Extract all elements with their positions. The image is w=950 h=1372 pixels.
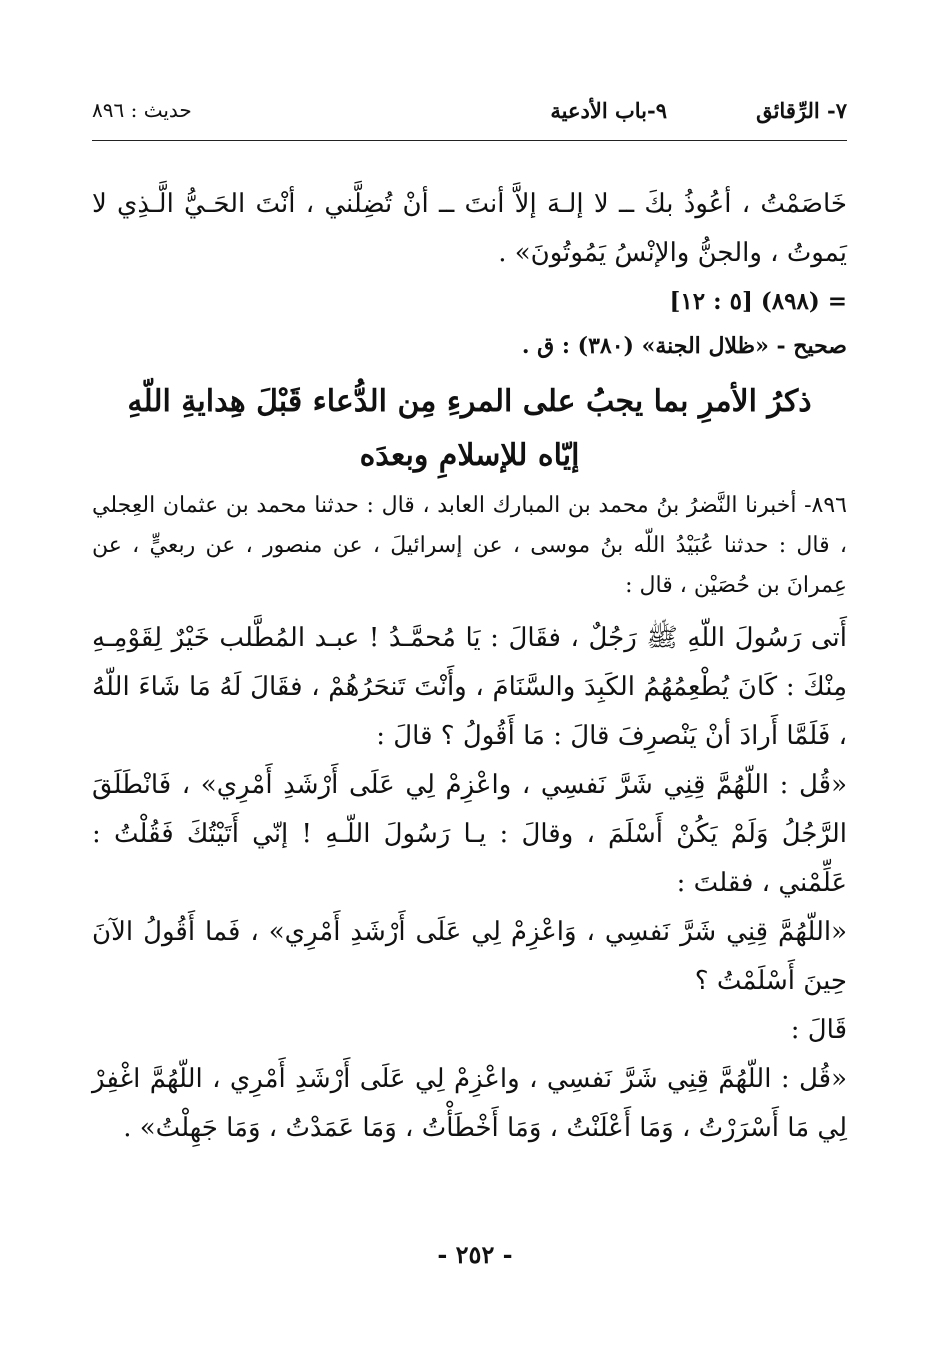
hadith-text-paragraph-1: أَتى رَسُولَ اللّهِ ﷺ رَجُلٌ ، فقَالَ : يَا مُحمَّـدُ ! عبـد المُطَّلب خَيْرٌ لِقَوْمِـهِ مِنْكَ : كَانَ يُطْعِمُهُمُ الكَبِدَ والسَّنَامَ ، وأَنْتَ تَنحَرُهُمْ ، فقَالَ لَهُ مَا شَاءَ اللّهُ ، فَلَمَّا أَرادَ أنْ يَنْصرِفَ قالَ : مَا أَقُولُ ؟ قالَ : <box>92 623 847 751</box>
hadith-continuation: خَاصَمْتُ ، أعُوذُ بكَ ــ لا إلـهَ إلاَّ أنتَ ــ أنْ تُضِلَّني ، أنْتَ الحَـيُّ الَّـذِي لا يَموتُ ، والجنُّ والإنْسُ يَمُوتُونَ» . <box>92 189 847 268</box>
header-chapter: ٩-باب الأدعية <box>550 98 667 123</box>
chain-of-narration: ٨٩٦- أخبرنا النَّضرُ بنُ محمد بن المبارك العابد ، قال : حدثنا محمد بن عثمان العِجلي ، قال : حدثنا عُبَيْدُ اللّه بنُ موسى ، عن إسرائيلَ ، عن منصور ، عن ربعيٍّ ، عن عِمرانَ بن حُصَيْن ، قال : <box>92 493 847 598</box>
section-heading-line-2: إيّاه للإسلامِ وبعدَه <box>359 438 580 473</box>
hadith-text-paragraph-3: «اللّهُمَّ قِنِي شَرَّ نَفسِي ، وَاعْزِمْ لِي عَلَى أَرْشَدِ أَمْرِي» ، فَما أَقُولُ الآنَ حِينَ أَسْلَمْتُ ؟ <box>92 917 847 996</box>
header-hadith-ref: حديث : ٨٩٦ <box>92 98 192 122</box>
spacer <box>92 606 847 614</box>
section-heading-line-1: ذكرُ الأمرِ بما يجبُ على المرءِ مِن الدُّعاء قَبْلَ هِدايةِ اللّهِ <box>127 384 812 419</box>
header-book-section: ٧- الرِّقائق <box>756 98 847 123</box>
page-body <box>92 180 847 1153</box>
header-divider <box>92 140 847 141</box>
page-number: - ٢٥٢ - <box>437 1240 513 1269</box>
hadith-text-paragraph-5: «قُل : اللّهُمَّ قِنِي شَرَّ نَفسِي ، واعْزِمْ لِي عَلَى أَرْشَدِ أَمْرِي ، اللّهُمَّ اغْفِرْ لِي مَا أَسْرَرْتُ ، وَمَا أَعْلَنْتُ ، وَمَا أَخْطَأْتُ ، وَمَا عَمَدْتُ ، وَمَا جَهِلْتُ» . <box>92 1064 847 1143</box>
hadith-text-paragraph-2: «قُل : اللّهُمَّ قِنِي شَرَّ نَفسِي ، واعْزِمْ لِي عَلَى أَرْشَدِ أَمْرِي» ، فَانْطَلَقَ الرَّجُلُ وَلَمْ يَكُنْ أَسْلَمَ ، وقالَ : يـا رَسُولَ اللّـهِ ! إنّي أَتَيْتُكَ فَقُلْتُ : عَلِّمْني ، فقلتَ : <box>92 770 847 898</box>
hadith-text-paragraph-4: قَالَ : <box>790 1015 847 1045</box>
hadith-grade: صحيح - «ظلال الجنة» (٣٨٠) : ق . <box>521 333 847 359</box>
cross-reference: = (٨٩٨) [٥ : ١٢] <box>669 288 847 315</box>
running-header <box>92 92 847 132</box>
